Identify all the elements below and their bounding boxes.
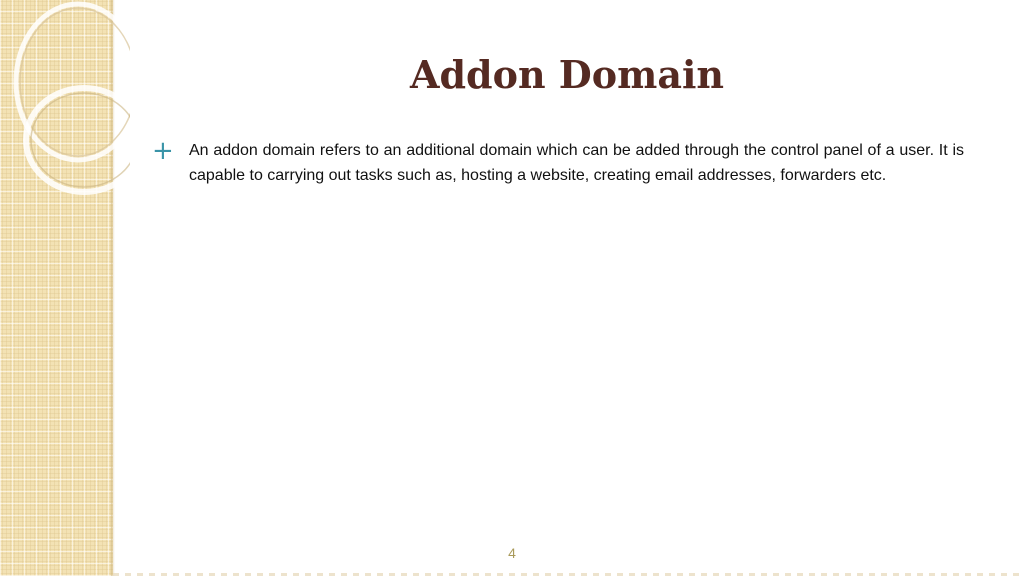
bullet-text: An addon domain refers to an additional domain which can be added through the control panel of a user. It is capable to carrying out tasks such as, hosting a website, creating email addresses, forwarders etc.: [189, 142, 964, 184]
bullet-item: [150, 138, 970, 188]
page-number: 4: [508, 545, 516, 561]
plus-icon: +: [152, 136, 174, 166]
slide-content: [150, 138, 970, 188]
slide-title: Addon Domain: [409, 52, 725, 97]
decorative-rings: [0, 0, 130, 220]
